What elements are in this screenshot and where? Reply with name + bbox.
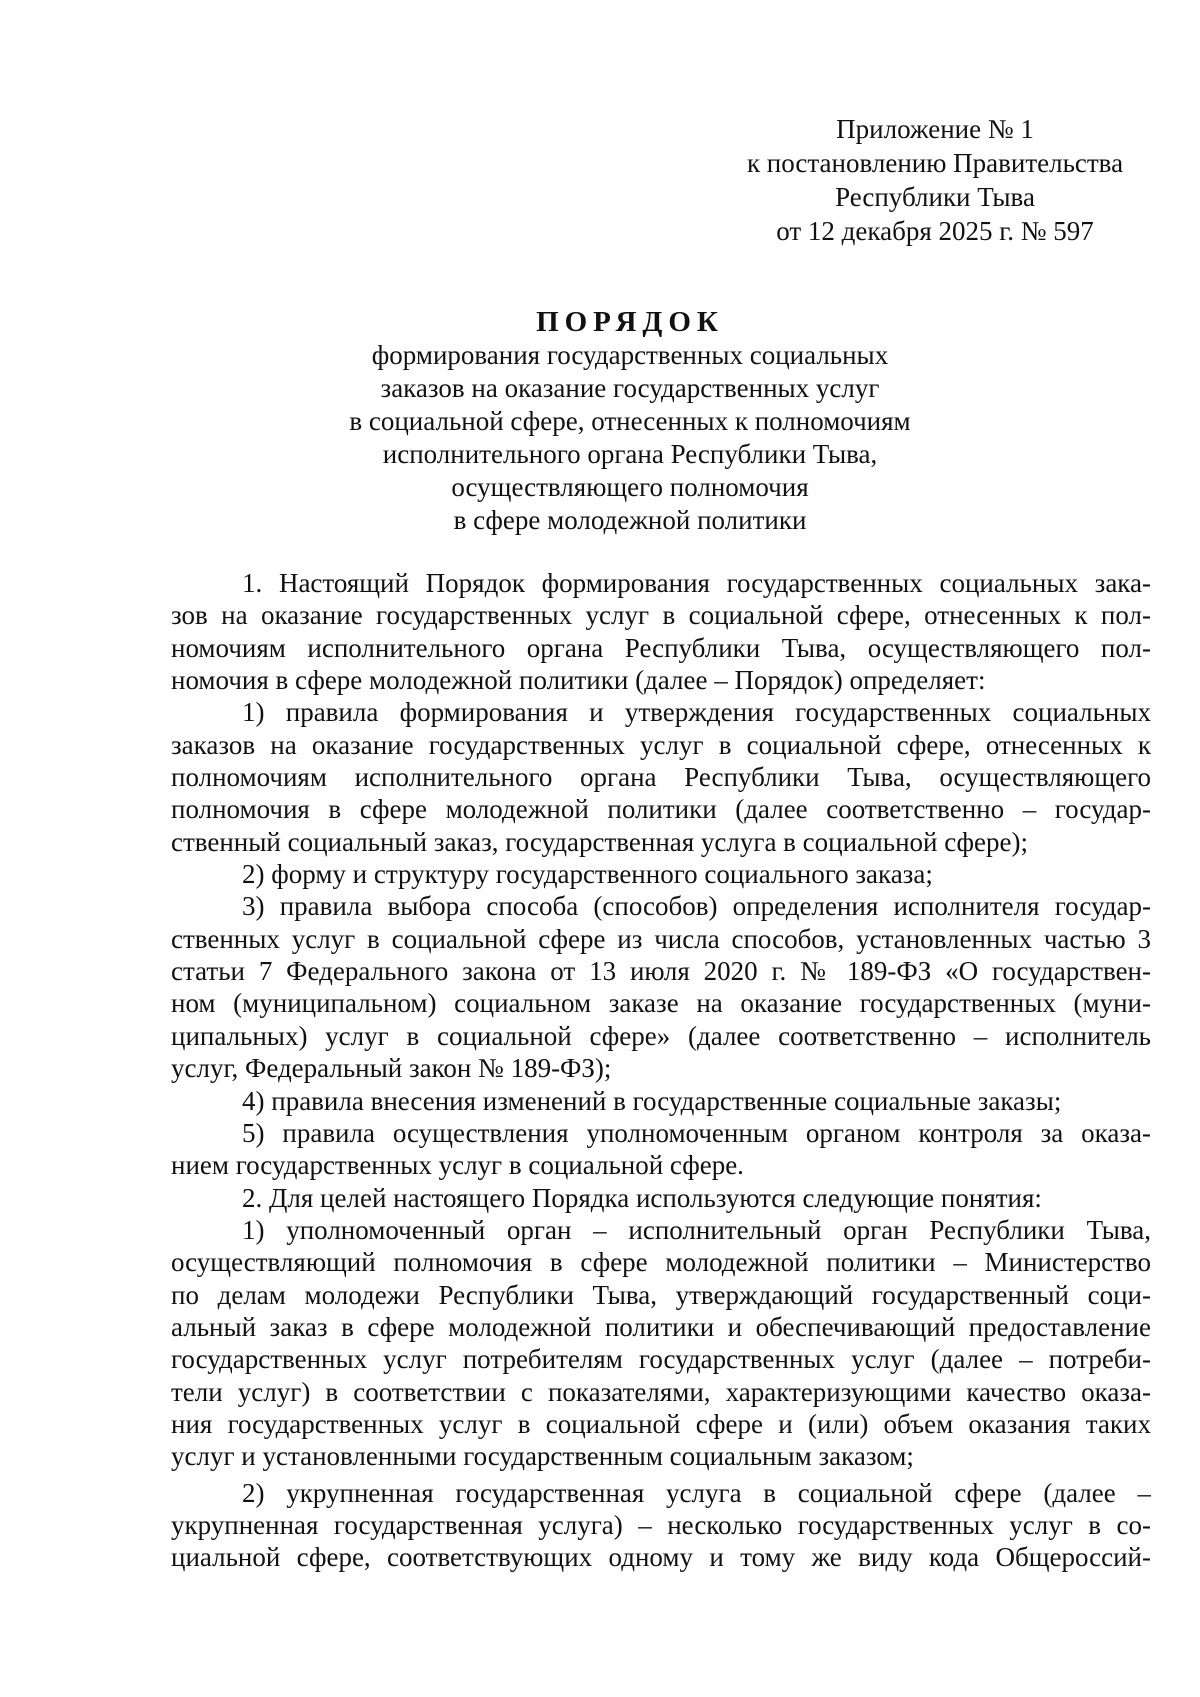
body-line: 4) правила внесения изменений в государственные социальные заказы; xyxy=(242,1085,1062,1116)
body-line: 2) укрупненная государственная услуга в социальной сфере (далее – xyxy=(242,1477,1151,1508)
body-line: 1. Настоящий Порядок формирования государственных социальных зака- xyxy=(242,568,1151,598)
body-line: государственных услуг потребителям государственных услуг (далее – потреби- xyxy=(171,1344,1151,1375)
body-line: циальной сфере, соответствующих одному и тому же виду кода Общероссий- xyxy=(171,1542,1151,1573)
appendix-line: от 12 декабря 2025 г. № 597 xyxy=(776,216,1094,246)
body-line: ственный социальный заказ, государственная услуга в социальной сфере); xyxy=(171,826,1028,857)
subtitle-line: исполнительного органа Республики Тыва, xyxy=(382,439,878,469)
body-line: услуг и установленными государственным социальным заказом; xyxy=(171,1441,914,1472)
body-line: 5) правила осуществления уполномоченным органом контроля за оказа- xyxy=(242,1117,1151,1148)
document-subtitle xyxy=(60,339,1200,537)
body-line: тели услуг) в соответствии с показателями, характеризующими качество оказа- xyxy=(171,1376,1151,1407)
body-line: осуществляющий полномочия в сфере молодежной политики – Министерство xyxy=(171,1247,1151,1278)
document-body xyxy=(171,567,1151,1574)
body-line: альный заказ в сфере молодежной политики и обеспечивающий предоставление xyxy=(171,1311,1151,1342)
body-line: 2. Для целей настоящего Порядка используются следующие понятия: xyxy=(242,1182,1042,1213)
title-block xyxy=(0,305,1200,537)
body-line: номочия в сфере молодежной политики (далее – Порядок) определяет: xyxy=(171,665,986,696)
body-line: ния государственных услуг в социальной сфере и (или) объем оказания таких xyxy=(171,1408,1151,1439)
subtitle-line: осуществляющего полномочия xyxy=(451,472,809,502)
subtitle-line: в сфере молодежной политики xyxy=(453,505,807,535)
body-line: ципальных) услуг в социальной сфере» (далее соответственно – исполнитель xyxy=(171,1020,1151,1051)
body-line: укрупненная государственная услуга) – несколько государственных услуг в со- xyxy=(171,1509,1151,1540)
body-line: услуг, Федеральный закон № 189-ФЗ); xyxy=(171,1053,612,1084)
body-line: полномочиям исполнительного органа Республики Тыва, осуществляющего xyxy=(171,762,1151,793)
body-line: зов на оказание государственных услуг в социальной сфере, отнесенных к пол- xyxy=(171,600,1151,631)
subtitle-line: формирования государственных социальных xyxy=(371,340,889,370)
body-line: ственных услуг в социальной сфере из числа способов, установленных частью 3 xyxy=(171,923,1151,954)
body-line: полномочия в сфере молодежной политики (далее соответственно – государ- xyxy=(171,794,1151,825)
body-line: номочиям исполнительного органа Республики Тыва, осуществляющего пол- xyxy=(171,632,1151,663)
document-title: ПОРЯДОК xyxy=(536,306,724,338)
appendix-line: Республики Тыва xyxy=(835,182,1035,212)
subtitle-line: заказов на оказание государственных услуг xyxy=(380,373,880,403)
body-line: 2) форму и структуру государственного социального заказа; xyxy=(242,859,933,890)
appendix-line: Приложение № 1 xyxy=(836,114,1034,144)
appendix-line: к постановлению Правительства xyxy=(746,148,1124,178)
body-line: заказов на оказание государственных услуг в социальной сфере, отнесенных к xyxy=(171,729,1151,760)
body-line: 1) уполномоченный орган – исполнительный орган Республики Тыва, xyxy=(242,1214,1151,1245)
body-line: 1) правила формирования и утверждения государственных социальных xyxy=(242,697,1151,728)
appendix-header xyxy=(720,112,1150,248)
body-line: 3) правила выбора способа (способов) определения исполнителя государ- xyxy=(242,891,1151,922)
body-line: по делам молодежи Республики Тыва, утверждающий государственный соци- xyxy=(171,1279,1151,1310)
body-line: ном (муниципальном) социальном заказе на оказание государственных (муни- xyxy=(171,988,1151,1019)
body-line: статьи 7 Федерального закона от 13 июля 2020 г. № 189-ФЗ «О государствен- xyxy=(171,956,1151,987)
body-line: нием государственных услуг в социальной сфере. xyxy=(171,1150,744,1181)
subtitle-line: в социальной сфере, отнесенных к полномочиям xyxy=(349,406,911,436)
